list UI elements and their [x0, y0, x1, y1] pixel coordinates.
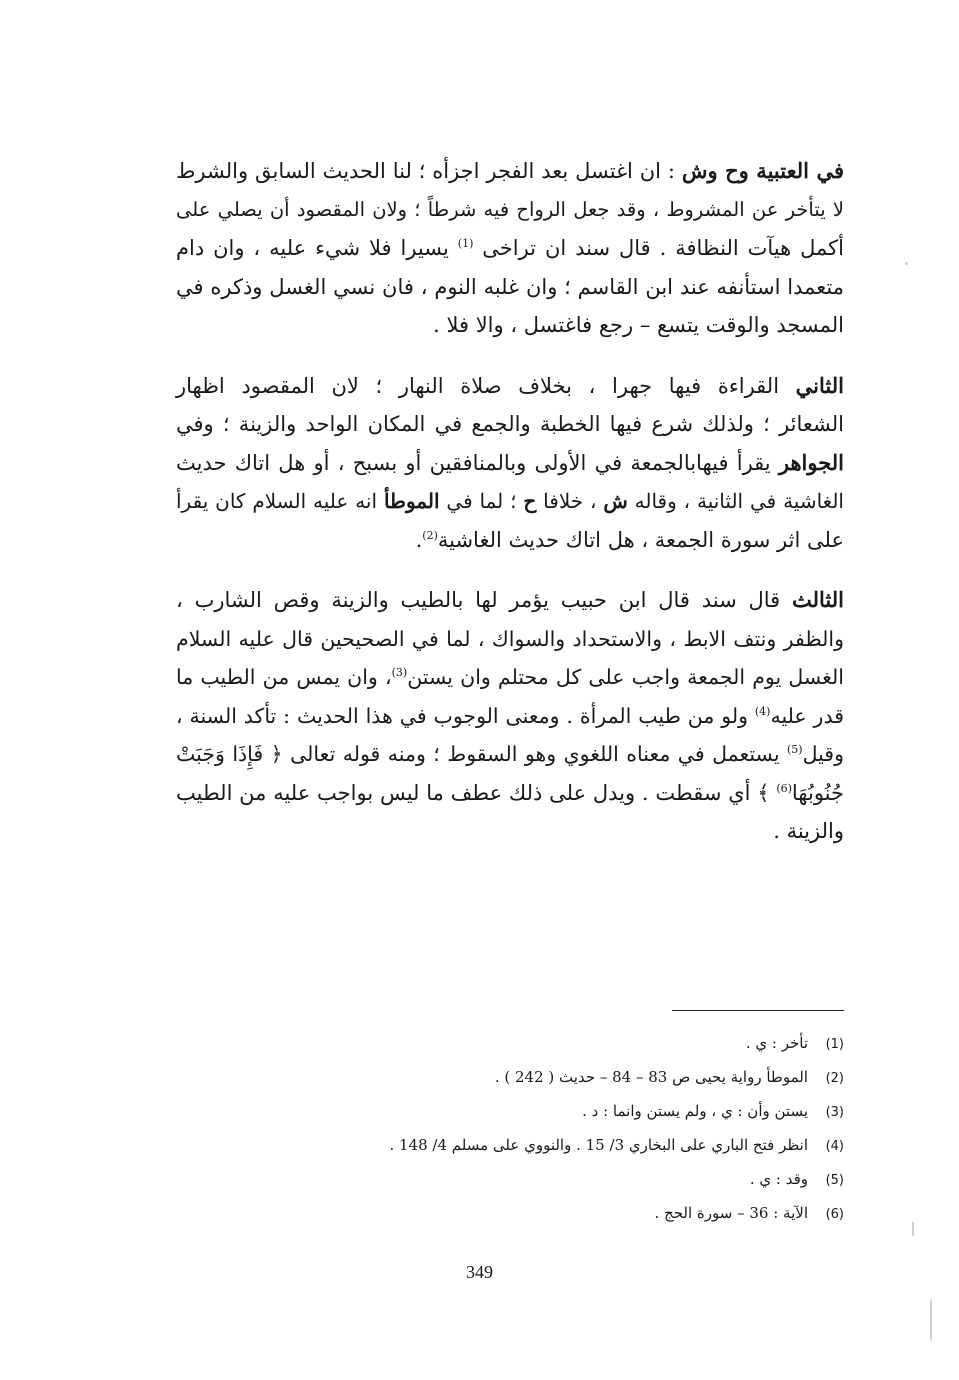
footnote-number: (4)	[825, 1139, 844, 1154]
text-run: يقرأ فيهابالجمعة في الأولى وبالمنافقين أو بسبح ، أو هل اتاك حديث	[176, 450, 779, 475]
text-line	[176, 658, 844, 697]
text-run: ، خلافا	[536, 489, 604, 513]
text-line	[176, 268, 844, 307]
text-run: ، وان يمس من الطيب ما	[176, 665, 392, 689]
text-run: ﴾ أي سقطت . ويدل على ذلك عطف ما ليس بواجب عليه من الطيب	[176, 780, 777, 805]
paragraph	[176, 367, 844, 560]
footnote-item	[280, 1026, 844, 1060]
text-line	[176, 229, 844, 268]
bold-term: الجواهر	[778, 449, 844, 475]
footnotes	[280, 1026, 844, 1230]
bold-term: في العتبية وح وش	[681, 158, 844, 183]
text-run: الغسل يوم الجمعة واجب على كل محتلم وان يستن	[407, 665, 844, 689]
bold-term: ش	[603, 489, 628, 513]
paragraph	[176, 581, 844, 851]
text-run: جُنُوبُهَا	[791, 780, 844, 805]
footnote-item	[280, 1196, 844, 1230]
text-line	[176, 405, 844, 444]
text-run: الشعائر ؛ ولذلك شرع فيها الخطبة والجمع في المكان الواحد والزينة ؛ وفي	[176, 412, 844, 436]
text-run: انه عليه السلام كان يقرأ	[176, 489, 384, 513]
footnote-text: انظر فتح الباري على البخاري 3/ 15 . والنووي على مسلم 4/ 148 .	[389, 1136, 808, 1154]
footnote-item	[280, 1128, 844, 1162]
footnote-item	[280, 1060, 844, 1094]
footnote-text: الموطأ رواية يحيى ص 83 – 84 – حديث ( 242 ) .	[494, 1068, 808, 1086]
footnote-text: تأخر : ي .	[745, 1034, 808, 1052]
text-line	[176, 581, 844, 620]
text-run: قال سند قال ابن حبيب يؤمر لها بالطيب والزينة وقص الشارب ،	[176, 588, 792, 612]
text-line	[176, 521, 844, 560]
text-run: متعمدا استأنفه عند ابن القاسم ؛ وان غلبه النوم ، فان نسي الغسل وذكره في	[176, 274, 844, 299]
page-number: 349	[466, 1262, 493, 1282]
paragraph	[176, 152, 844, 345]
footnote-item	[280, 1162, 844, 1196]
text-run: .	[415, 527, 423, 552]
bold-term: الثاني	[795, 372, 844, 398]
text-line	[176, 812, 844, 851]
text-line	[176, 482, 844, 521]
footnote-ref: (3)	[391, 666, 408, 680]
footnote-ref: (4)	[754, 704, 771, 718]
footnote-number: (5)	[825, 1173, 844, 1188]
text-run: الغاشية في الثانية ، وقاله	[627, 489, 844, 513]
bold-term: الموطأ	[383, 489, 440, 513]
text-line	[176, 306, 844, 345]
footnote-text: وقد : ي .	[749, 1170, 808, 1188]
text-run: أكمل هيآت النظافة . قال سند ان تراخى	[473, 236, 844, 260]
text-run: والظفر ونتف الابط ، والاستحداد والسواك ، لما في الصحيحين قال عليه السلام	[176, 626, 844, 651]
text-run: قدر عليه	[770, 703, 845, 728]
footnote-text: الآية : 36 – سورة الحج .	[654, 1204, 808, 1222]
text-run: ولو من طيب المرأة . ومعنى الوجوب في هذا الحديث : تأكد السنة ،	[176, 703, 755, 728]
footnote-number: (1)	[825, 1037, 844, 1052]
text-run: المسجد والوقت يتسع – رجع فاغتسل ، والا فلا .	[433, 313, 844, 337]
bold-term: ح	[523, 489, 537, 513]
text-line	[176, 444, 844, 483]
text-line	[176, 774, 844, 813]
bold-term: الثالث	[792, 587, 844, 612]
text-line	[176, 152, 844, 191]
footnote-ref: (6)	[776, 781, 792, 795]
text-line	[176, 191, 844, 230]
text-line	[176, 735, 844, 774]
text-run: لا يتأخر عن المشروط ، وقد جعل الرواح فيه شرطاً ؛ ولان المقصود أن يصلي على	[176, 197, 844, 221]
main-text	[176, 152, 844, 873]
text-run: يسيرا فلا شيء عليه ، وان دام	[176, 236, 458, 260]
footnote-item	[280, 1094, 844, 1128]
footnote-ref: (2)	[422, 528, 438, 542]
footnote-number: (6)	[825, 1207, 844, 1222]
text-run: وقيل	[802, 742, 844, 766]
footnote-separator	[672, 1010, 844, 1011]
text-line	[176, 367, 844, 406]
text-run: يستعمل في معناه اللغوي وهو السقوط ؛ ومنه قوله تعالى ﴿ فَإِذَا وَجَبَتْ	[176, 742, 787, 766]
text-run: والزينة .	[773, 819, 844, 843]
text-run: ؛ لما في	[439, 489, 524, 513]
footnote-ref: (1)	[457, 237, 474, 250]
scan-speck	[912, 1222, 914, 1236]
footnote-ref: (5)	[786, 743, 803, 757]
text-line	[176, 620, 844, 659]
footnote-number: (2)	[825, 1071, 844, 1086]
text-run: على اثر سورة الجمعة ، هل اتاك حديث الغاشية	[437, 527, 844, 552]
text-line	[176, 697, 844, 736]
text-run: : ان اغتسل بعد الفجر اجزأه ؛ لنا الحديث السابق والشرط	[176, 159, 682, 183]
footnote-number: (3)	[825, 1105, 844, 1120]
scan-speck	[905, 262, 908, 265]
scan-speck	[930, 1300, 932, 1340]
footnote-text: يستن وأن : ي ، ولم يستن وانما : د .	[582, 1102, 808, 1120]
text-run: القراءة فيها جهرا ، بخلاف صلاة النهار ؛ لان المقصود اظهار	[176, 373, 796, 398]
